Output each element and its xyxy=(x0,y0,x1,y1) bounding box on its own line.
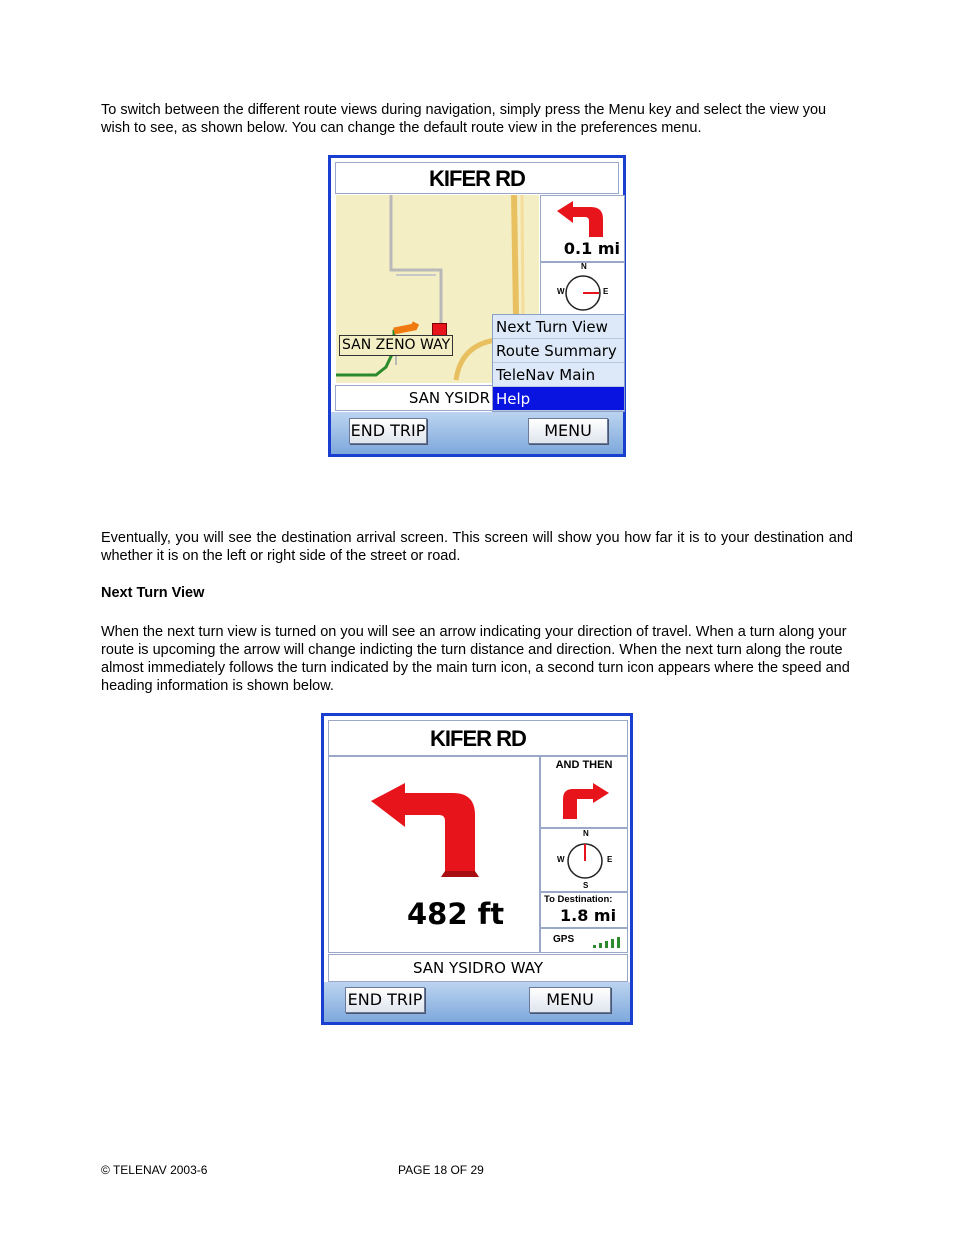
compass-west: W xyxy=(557,287,565,296)
turn-arrow-icon xyxy=(555,199,615,239)
to-destination-label: To Destination: xyxy=(544,894,613,905)
compass-east: E xyxy=(607,855,613,864)
current-street xyxy=(335,385,493,411)
menu-item-next-turn-view[interactable]: Next Turn View xyxy=(493,315,624,339)
compass-north: N xyxy=(581,262,587,271)
arrival-paragraph: Eventually, you will see the destination arrival screen. This screen will show you how far it is to your destination and whether it is on the left or right side of the street or road. xyxy=(101,530,853,564)
compass-panel xyxy=(540,262,625,322)
next-turn-screen xyxy=(321,713,633,1025)
route-view-menu xyxy=(492,314,625,412)
gps-signal-icon xyxy=(593,935,623,949)
street-title-2: KIFER RD xyxy=(328,720,628,756)
turn-arrow-icon xyxy=(559,781,611,821)
compass-west: W xyxy=(557,855,565,864)
turn-distance: 0.1 mi xyxy=(563,239,620,258)
turn-panel xyxy=(540,195,625,262)
main-turn-distance: 482 ft xyxy=(407,897,505,931)
end-trip-button[interactable]: END TRIP xyxy=(349,418,427,444)
menu-item-route-summary[interactable]: Route Summary xyxy=(493,339,624,363)
turn-arrow-icon xyxy=(367,779,497,879)
menu-button[interactable]: MENU xyxy=(529,987,611,1013)
gps-panel xyxy=(540,928,628,953)
and-then-panel xyxy=(540,756,628,828)
route-menu-screen xyxy=(328,155,626,457)
menu-button[interactable]: MENU xyxy=(528,418,608,444)
section-heading: Next Turn View xyxy=(101,585,205,601)
compass-north: N xyxy=(583,829,589,838)
current-street-2: SAN YSIDRO WAY xyxy=(328,954,628,982)
menu-item-help[interactable]: Help xyxy=(493,387,624,411)
end-trip-button[interactable]: END TRIP xyxy=(345,987,425,1013)
main-turn-panel xyxy=(328,756,540,953)
compass-south: S xyxy=(583,881,589,890)
next-turn-paragraph: When the next turn view is turned on you will see an arrow indicating your direction of travel. When a turn along your route is upcoming the arrow will change indicting the turn distance and direction. When the next turn along the route almost immediately follows the turn indicated by the main turn icon, a second turn icon appears where the speed and heading information is shown below. xyxy=(101,624,850,694)
softkey-bar-2 xyxy=(324,982,630,1022)
intro-paragraph: To switch between the different route views during navigation, simply press the Menu key and select the view you wish to see, as shown below. You can change the default route view in the preferences menu. xyxy=(101,102,827,136)
street-title: KIFER RD xyxy=(335,162,619,194)
footer-copyright: © TELENAV 2003-6 xyxy=(101,1163,208,1177)
compass-east: E xyxy=(603,287,609,296)
gps-label: GPS xyxy=(553,934,575,945)
compass-panel-2 xyxy=(540,828,628,892)
menu-item-telenav-main[interactable]: TeleNav Main xyxy=(493,363,624,387)
map-street-label: SAN ZENO WAY xyxy=(339,335,453,356)
footer-page-number: PAGE 18 OF 29 xyxy=(398,1163,484,1177)
and-then-label: AND THEN xyxy=(555,759,613,771)
destination-panel xyxy=(540,892,628,928)
to-destination-value: 1.8 mi xyxy=(560,906,617,925)
current-street-label: SAN YSIDR xyxy=(408,389,490,407)
softkey-bar xyxy=(331,412,623,454)
